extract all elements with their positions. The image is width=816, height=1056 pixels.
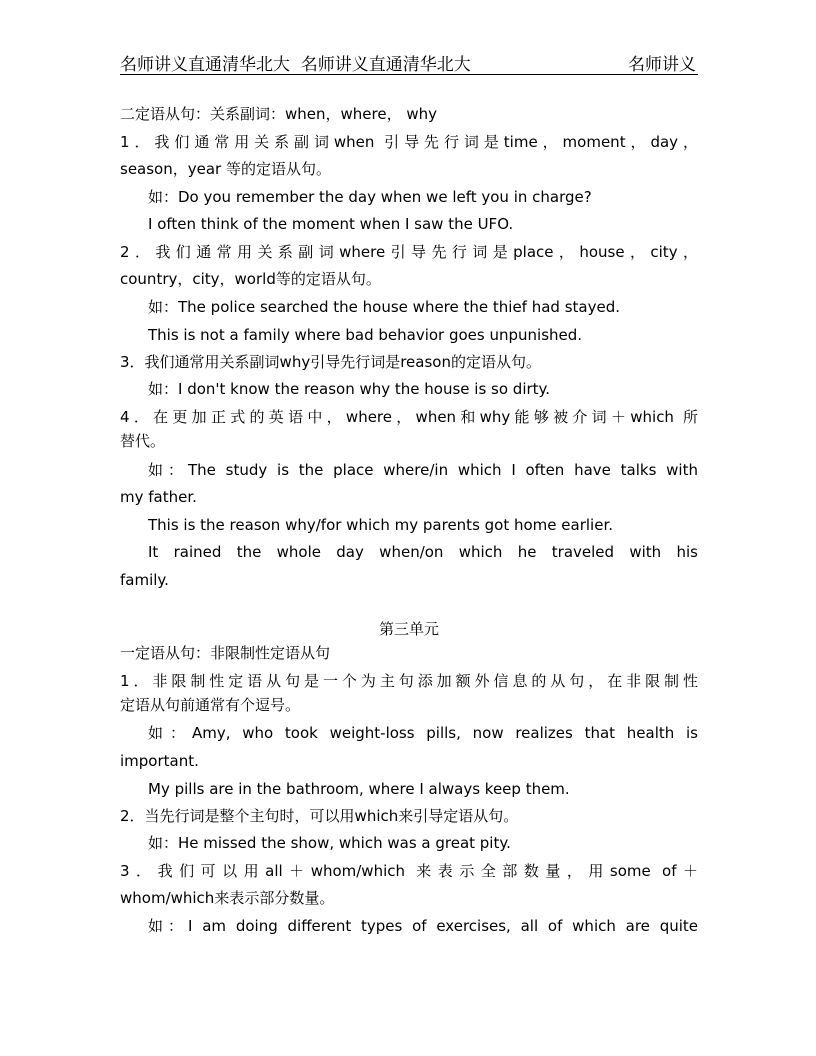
header-left-text: 名师讲义直通清华北大 名师讲义直通清华北大 bbox=[120, 55, 471, 75]
section-heading: 二定语从句：关系副词：when，where， why bbox=[120, 105, 438, 123]
text-line: 4．在更加正式的英语中，where，when和why能够被介词＋which 所 bbox=[120, 408, 698, 426]
example-line: This is not a family where bad behavior goes unpunished. bbox=[148, 326, 583, 344]
text-line: 1．非限制性定语从句是一个为主句添加额外信息的从句，在非限制性 bbox=[120, 672, 698, 690]
text-line: 3．我们可以用all＋whom/which 来表示全部数量，用some of＋ bbox=[120, 862, 698, 880]
header-right-text: 名师讲义 bbox=[628, 55, 696, 75]
text-line: 替代。 bbox=[120, 432, 166, 450]
example-line: important. bbox=[120, 752, 199, 770]
text-line: 2．我们通常用关系副词where引导先行词是place，house，city， bbox=[120, 243, 698, 261]
example-line: My pills are in the bathroom, where I always keep them. bbox=[148, 780, 570, 798]
text-line: 2．当先行词是整个主句时，可以用which来引导定语从句。 bbox=[120, 807, 519, 825]
example-line: 如：I don't know the reason why the house is so dirty. bbox=[148, 380, 551, 398]
text-line: 定语从句前通常有个逗号。 bbox=[120, 696, 301, 714]
example-line: It rained the whole day when/on which he traveled with his bbox=[148, 543, 698, 561]
text-line: whom/which来表示部分数量。 bbox=[120, 889, 335, 907]
example-line: 如：I am doing different types of exercises, all of which are quite bbox=[148, 917, 698, 935]
text-line: country，city，world等的定语从句。 bbox=[120, 270, 381, 288]
example-line: 如：Do you remember the day when we left you in charge? bbox=[148, 188, 592, 206]
section-heading: 一定语从句：非限制性定语从句 bbox=[120, 644, 331, 662]
example-line: I often think of the moment when I saw the UFO. bbox=[148, 215, 514, 233]
example-line: my father. bbox=[120, 488, 197, 506]
example-line: 如：The police searched the house where the thief had stayed. bbox=[148, 298, 621, 316]
example-line: family. bbox=[120, 571, 169, 589]
example-line: 如：The study is the place where/in which I often have talks with bbox=[148, 461, 698, 479]
example-line: 如：He missed the show, which was a great pity. bbox=[148, 834, 511, 852]
text-line: season，year 等的定语从句。 bbox=[120, 160, 331, 178]
text-line: 3．我们通常用关系副词why引导先行词是reason的定语从句。 bbox=[120, 353, 541, 371]
text-line: 1．我们通常用关系副词when 引导先行词是time，moment，day， bbox=[120, 133, 698, 151]
example-line: This is the reason why/for which my parents got home earlier. bbox=[148, 516, 613, 534]
page-header bbox=[120, 48, 698, 75]
unit-title: 第三单元 bbox=[378, 620, 439, 638]
example-line: 如：Amy, who took weight-loss pills, now realizes that health is bbox=[148, 724, 698, 742]
